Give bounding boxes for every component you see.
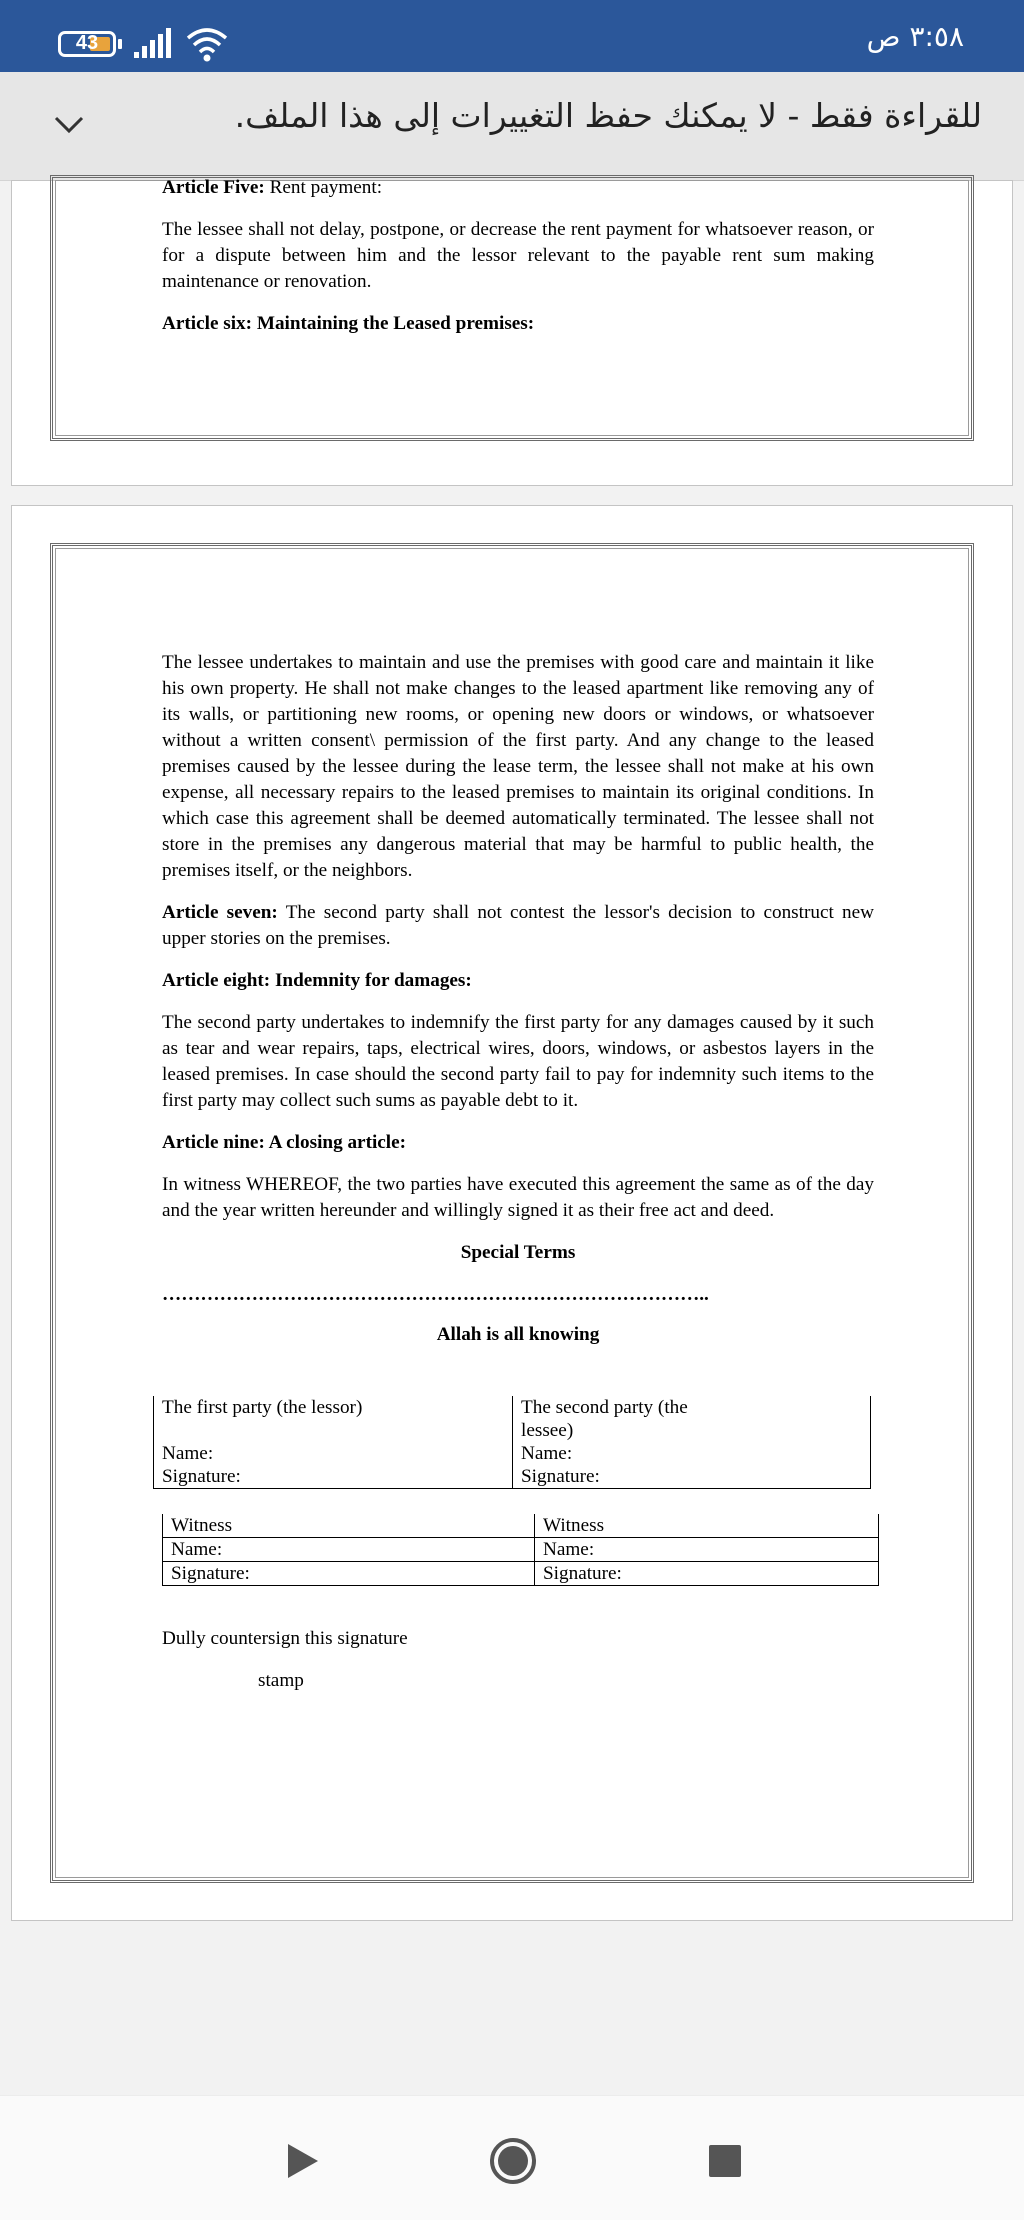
witness-2-signature: Signature: [535,1562,879,1586]
media-nav-bar [0,2095,1024,2220]
countersign-text: Dully countersign this signature [162,1628,408,1649]
stamp-text: stamp [258,1670,304,1691]
page-2-content [162,650,874,1358]
second-party-signature: Signature: [513,1465,871,1489]
first-party-label: The first party (the lessor) [154,1396,513,1442]
second-party-label: The second party (the lessee) [513,1396,871,1442]
allah-is-all-knowing: Allah is all knowing [436,1324,600,1345]
clock: ٣:٥٨ ص [866,20,964,53]
second-party-name: Name: [513,1442,871,1465]
maintenance-text: The lessee undertakes to maintain and use the premises with good care and maintain it like his own property. He shall not make changes to the leased apartment like removing any of its walls, or partitioning new rooms, or opening new doors or windows, or whatsoever without a written consent\ permission of the first party. And any change to the leased premises caused by the lessee during the lease term, the lessee shall not make at his own expense, all necessary repairs to the leased premises to maintain its original conditions. In which case this agreement shall be deemed automatically terminated. The lessee shall not store in the premises any dangerous material that may be harmful to public health, the premises itself, or the neighbors. [162,652,874,881]
witness-table [162,1514,879,1586]
article-five-text: The lessee shall not delay, postpone, or decrease the rent payment for whatsoever reason, or for a dispute between him and the lessor relevant to the payable rent sum making maintenance or renovation. [162,219,874,292]
stop-icon[interactable] [700,2136,750,2186]
chevron-down-icon[interactable] [52,108,86,142]
article-nine-text: In witness WHEREOF, the two parties have executed this agreement the same as of the day and the year written hereunder and willingly signed it as their free act and deed. [162,1174,874,1221]
first-party-signature: Signature: [154,1465,513,1489]
article-five-rest: Rent payment: [264,177,383,198]
first-party-name: Name: [154,1442,513,1465]
wifi-icon [186,26,228,62]
witness-1-name: Name: [163,1538,535,1562]
article-eight-title: Article eight: Indemnity for damages: [162,970,472,991]
countersign-block [162,1626,874,1710]
battery-icon [58,31,116,57]
witness-2-name: Name: [535,1538,879,1562]
status-bar [0,0,1024,72]
witness-1-signature: Signature: [163,1562,535,1586]
battery-level-text: 43 [75,32,99,54]
article-eight-text: The second party undertakes to indemnify the first party for any damages caused by it such as tear and wear repairs, taps, electrical wires, doors, windows, or asbestos layers in the leased premises. In case should the second party fail to pay for indemnity such items to the first party may collect such sums as payable debt to it. [162,1012,874,1111]
article-seven-title: Article seven: [162,902,278,923]
witness-1-label: Witness [163,1514,535,1538]
article-seven-text: The second party shall not contest the lessor's decision to construct new upper stories on the premises. [162,902,874,949]
document-page-2 [11,505,1013,1921]
play-icon[interactable] [276,2136,326,2186]
readonly-message: للقراءة فقط - لا يمكنك حفظ التغييرات إلى هذا الملف. [234,96,982,135]
readonly-banner [0,72,1024,181]
page-1-content [162,175,874,353]
article-five-title: Article Five: [162,177,265,198]
witness-2-label: Witness [535,1514,879,1538]
special-terms-heading: Special Terms [460,1242,576,1263]
article-nine-title: Article nine: A closing article: [162,1132,407,1153]
parties-table [153,1396,871,1489]
record-icon[interactable] [488,2136,538,2186]
signal-icon [134,28,174,60]
article-six-title: Article six: Maintaining the Leased premises: [162,313,535,334]
special-terms-dots: ………………………………………………………………………….. [162,1284,709,1305]
battery-tip [118,39,122,49]
document-page-1 [11,177,1013,486]
